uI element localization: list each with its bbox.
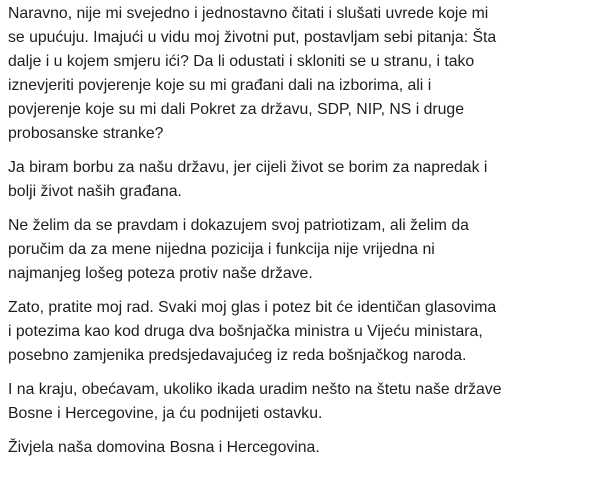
post-paragraph-6: Živjela naša domovina Bosna i Hercegovina. bbox=[8, 439, 320, 456]
post-body bbox=[8, 2, 592, 470]
post-paragraph-2: Ja biram borbu za našu državu, jer cijeli život se borim za napredak i bolji život naših građana. bbox=[8, 159, 488, 200]
post-paragraph-5: I na kraju, obećavam, ukoliko ikada uradim nešto na štetu naše države Bosne i Hercegovine, ja ću podnijeti ostavku. bbox=[8, 381, 502, 422]
post-paragraph-3: Ne želim da se pravdam i dokazujem svoj patriotizam, ali želim da poručim da za mene nijedna pozicija i funkcija nije vrijedna ni najmanjeg lošeg poteza protiv naše države. bbox=[8, 217, 469, 282]
post-paragraph-4: Zato, pratite moj rad. Svaki moj glas i potez bit će identičan glasovima i potezima kao kod druga dva bošnjačka ministra u Vijeću ministara, posebno zamjenika predsjedavajućeg iz reda bošnjačkog naroda. bbox=[8, 299, 497, 364]
post-paragraph-1: Naravno, nije mi svejedno i jednostavno čitati i slušati uvrede koje mi se upućuju. Imajući u vidu moj životni put, postavljam sebi pitanja: Šta dalje i u kojem smjeru ići? Da li odustati i skloniti se u stranu, i tako iznevjeriti povjerenje koje su mi građani dali na izborima, ali i povjerenje koje su mi dali Pokret za državu, SDP, NIP, NS i druge probosanske stranke? bbox=[8, 5, 497, 142]
